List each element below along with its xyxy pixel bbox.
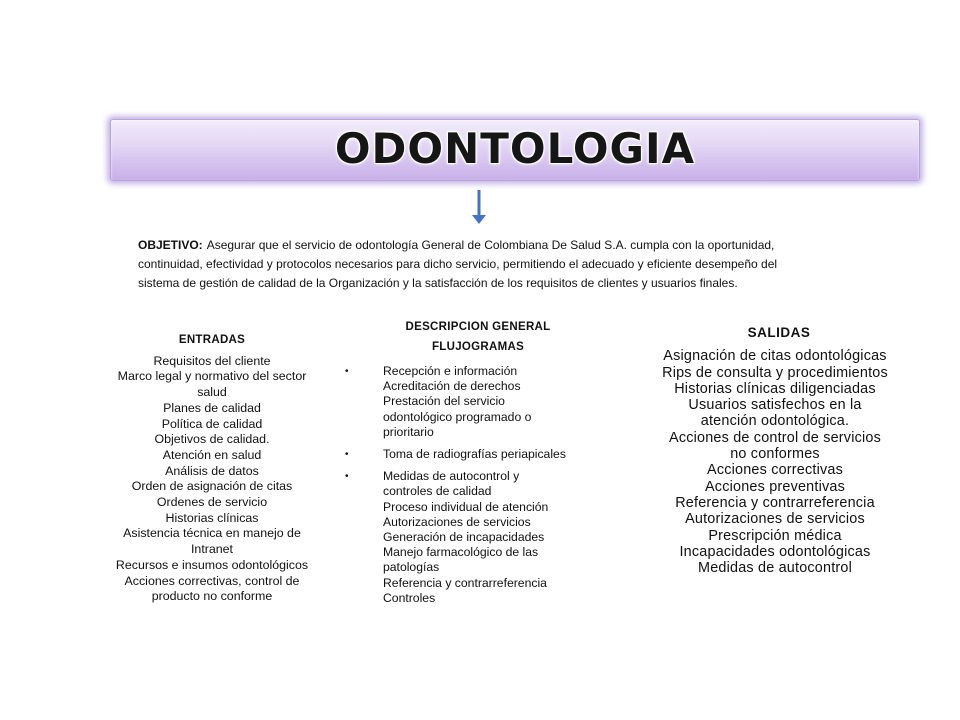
salidas-line: Prescripción médica (708, 527, 842, 544)
salidas-line: Incapacidades odontológicas (679, 543, 871, 560)
entradas-line: Política de calidad (161, 416, 263, 431)
list-item (340, 364, 596, 440)
entradas-line: Intranet (190, 542, 234, 557)
list-item-line: Prestación del servicio (383, 394, 505, 409)
list-item-line: controles de calidad (383, 484, 492, 499)
entradas-title: ENTRADAS (178, 334, 246, 346)
list-item-line: Acreditación de derechos (383, 379, 521, 394)
list-item-line: Manejo farmacológico de las (383, 545, 539, 560)
list-item-line: odontológico programado o (383, 409, 532, 424)
salidas-title: SALIDAS (747, 325, 811, 340)
entradas-line: Objetivos de calidad. (154, 432, 270, 447)
list-item (340, 447, 596, 462)
descripcion-list (340, 364, 596, 606)
objective-line-1 (138, 236, 878, 255)
salidas-line: Referencia y contrarreferencia (675, 494, 875, 511)
entradas-line: Orden de asignación de citas (131, 479, 293, 494)
entradas-line: Requisitos del cliente (153, 353, 271, 368)
title-banner (110, 119, 920, 181)
salidas-column (612, 325, 938, 576)
list-item-line: Toma de radiografías periapicales (383, 447, 566, 462)
list-item-line: patologías (383, 560, 440, 575)
list-item-line: Controles (383, 590, 436, 605)
objective-label: OBJETIVO: (138, 238, 203, 252)
salidas-line: Acciones de control de servicios (669, 429, 881, 446)
descripcion-title: DESCRIPCION GENERAL (405, 321, 551, 333)
list-item-line: Proceso individual de atención (383, 499, 549, 514)
entradas-line: Planes de calidad (163, 400, 261, 415)
list-item-line: Referencia y contrarreferencia (383, 575, 547, 590)
entradas-line: Atención en salud (162, 447, 262, 462)
entradas-line: Marco legal y normativo del sector (117, 369, 307, 384)
salidas-line: Usuarios satisfechos en la (688, 397, 862, 414)
objective-text-1: Asegurar que el servicio de odontología General de Colombiana De Salud S.A. cumpla con la oportunidad, (206, 238, 775, 252)
salidas-line: no conformes (730, 446, 820, 463)
entradas-line: Asistencia técnica en manejo de (123, 526, 301, 541)
entradas-line: Historias clínicas (165, 510, 259, 525)
descripcion-column (340, 317, 596, 613)
salidas-line: Acciones correctivas (707, 462, 843, 479)
bullet-icon: • (345, 449, 349, 461)
entradas-line: Recursos e insumos odontológicos (115, 557, 309, 572)
list-item-line: Medidas de autocontrol y (383, 469, 520, 484)
flujogramas-title: FLUJOGRAMAS (431, 341, 525, 353)
bullet-icon: • (345, 471, 349, 483)
entradas-line: Acciones correctivas, control de (124, 573, 300, 588)
list-item-line: prioritario (383, 424, 434, 439)
entradas-line: Análisis de datos (165, 463, 259, 478)
salidas-line: Medidas de autocontrol (698, 560, 852, 577)
entradas-line: producto no conforme (151, 589, 273, 604)
list-item (340, 469, 596, 606)
bullet-icon: • (345, 366, 349, 377)
arrow-head (472, 215, 486, 224)
objective-line-3: sistema de gestión de calidad de la Organización y la satisfacción de los requisitos de clientes y usuarios finales. (138, 276, 738, 290)
salidas-line: Acciones preventivas (705, 478, 845, 495)
entradas-column (94, 333, 330, 605)
entradas-line: Ordenes de servicio (156, 495, 268, 510)
list-item-line: Recepción e información (383, 364, 518, 378)
down-arrow-icon (464, 188, 494, 226)
salidas-line: Historias clínicas diligenciadas (674, 380, 876, 397)
salidas-line: Rips de consulta y procedimientos (662, 364, 888, 381)
entradas-line: salud (197, 385, 227, 400)
salidas-line: Autorizaciones de servicios (685, 511, 865, 528)
objective-line-2: continuidad, efectividad y protocolos necesarios para dicho servicio, permitiendo el adecuado y eficiente desempeño del (138, 257, 778, 271)
salidas-line: atención odontológica. (700, 413, 850, 430)
page-title: ODONTOLOGIA (334, 124, 696, 173)
salidas-line: Asignación de citas odontológicas (663, 348, 887, 365)
list-item-line: Autorizaciones de servicios (383, 514, 531, 529)
list-item-line: Generación de incapacidades (383, 530, 545, 545)
objective-paragraph (138, 236, 878, 293)
